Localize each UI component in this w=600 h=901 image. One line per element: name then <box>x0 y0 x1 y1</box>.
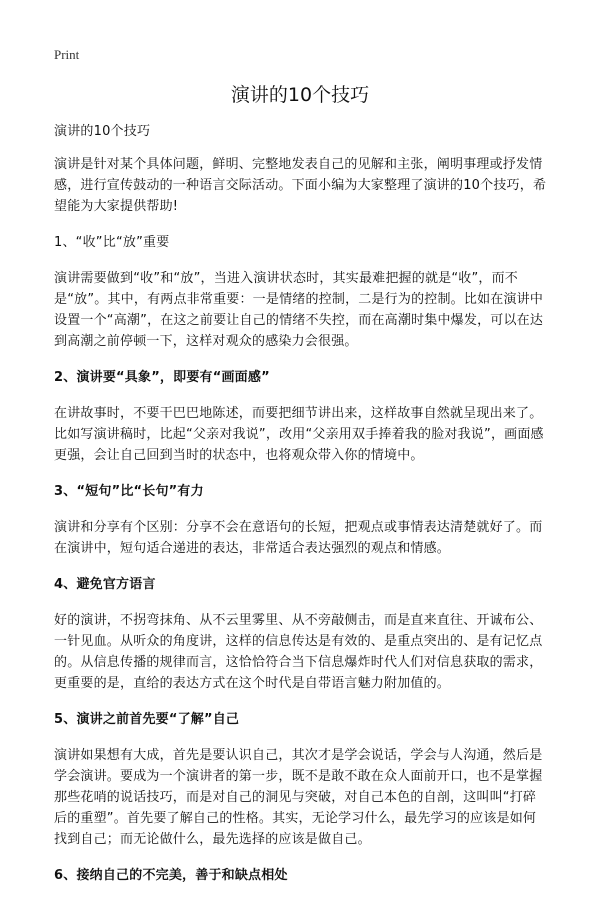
article-subtitle: 演讲的10个技巧 <box>54 124 151 139</box>
section-3-body: 演讲和分享有个区别：分享不会在意语句的长短，把观点或事情表达清楚就好了。而在演讲中，短句适合递进的表达，非常适合表达强烈的观点和情感。 <box>54 520 543 556</box>
section-6-heading: 6、接纳自己的不完美，善于和缺点相处 <box>54 868 288 883</box>
section-1-body: 演讲需要做到“收”和“放”，当进入演讲状态时，其实最难把握的就是“收”，而不是“放”。其中，有两点非常重要：一是情绪的控制，二是行为的控制。比如在演讲中设置一个“高潮”，在这之前要让自己的情绪不失控，而在高潮时集中爆发，可以在达到高潮之前停顿一下，这样对观众的感染力会很强。 <box>54 271 544 349</box>
section-4-heading: 4、避免官方语言 <box>54 577 156 592</box>
print-link[interactable]: Print <box>54 47 80 62</box>
section-3-heading: 3、“短句”比“长句”有力 <box>54 484 204 499</box>
section-4-body: 好的演讲，不拐弯抹角、从不云里雾里、从不旁敲侧击，而是直来直往、开诚布公、一针见血。从听众的角度讲，这样的信息传达是有效的、是重点突出的、是有记忆点的。从信息传播的规律而言，这恰恰符合当下信息爆炸时代人们对信息获取的需求，更重要的是，直给的表达方式在这个时代是自带语言魅力附加值的。 <box>54 613 543 691</box>
article-body <box>54 121 548 901</box>
section-2-heading: 2、演讲要“具象”，即要有“画面感” <box>54 370 270 385</box>
section-2-body: 在讲故事时，不要干巴巴地陈述，而要把细节讲出来，这样故事自然就呈现出来了。比如写演讲稿时，比起“父亲对我说”，改用“父亲用双手捧着我的脸对我说”，画面感更强，会让自己回到当时的状态中，也将观众带入你的情境中。 <box>54 406 544 463</box>
section-1-heading: 1、“收”比“放”重要 <box>54 235 170 250</box>
intro-paragraph: 演讲是针对某个具体问题，鲜明、完整地发表自己的见解和主张，阐明事理或抒发情感，进行宣传鼓动的一种语言交际活动。下面小编为大家整理了演讲的10个技巧，希望能为大家提供帮助! <box>54 157 547 214</box>
section-5-body: 演讲如果想有大成，首先是要认识自己，其次才是学会说话，学会与人沟通，然后是学会演讲。要成为一个演讲者的第一步，既不是敢不敢在众人面前开口，也不是掌握那些花哨的说话技巧，而是对自己的洞见与突破，对自己本色的自剖，这叫叫“打碎后的重塑”。首先要了解自己的性格。其实，无论学习什么，最先学习的应该是如何找到自己；而无论做什么，最先选择的应该是做自己。 <box>54 748 543 847</box>
page-title: 演讲的10个技巧 <box>230 84 370 106</box>
section-5-heading: 5、演讲之前首先要“了解”自己 <box>54 712 240 727</box>
